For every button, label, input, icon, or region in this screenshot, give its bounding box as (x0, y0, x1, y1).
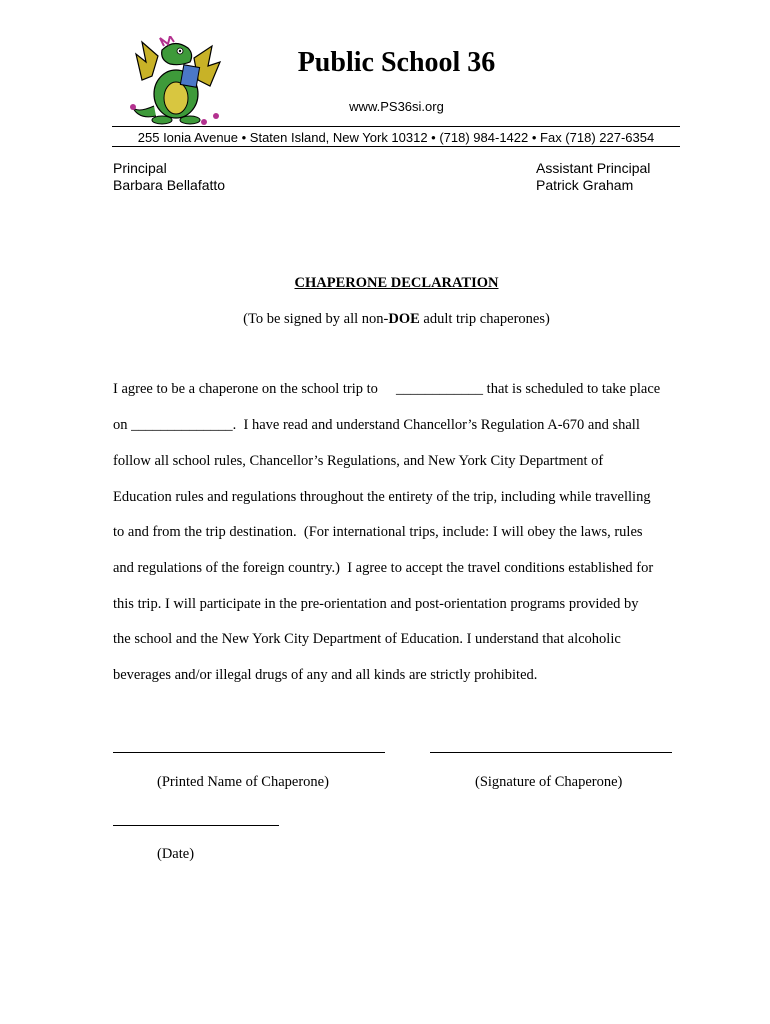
declaration-line-5: to and from the trip destination. (For international trips, include: I will obey the laws, rules (113, 524, 643, 540)
school-website: www.PS36si.org (349, 99, 444, 114)
signature-line[interactable] (430, 752, 672, 753)
declaration-line-2: on ______________. I have read and understand Chancellor’s Regulation A-670 and shall (113, 417, 640, 433)
principal-name: Barbara Bellafatto (113, 177, 226, 193)
declaration-line-3: follow all school rules, Chancellor’s Regulations, and New York City Department of (113, 453, 604, 469)
declaration-line-1: I agree to be a chaperone on the school trip to ____________ that is scheduled to take place (113, 381, 661, 397)
declaration-line-6: and regulations of the foreign country.) I agree to accept the travel conditions established for (113, 560, 654, 576)
header-rule-bottom (112, 146, 680, 147)
school-address: 255 Ionia Avenue • Staten Island, New York 10312 • (718) 984-1422 • Fax (718) 227-6354 (137, 130, 655, 145)
header-rule-top (112, 126, 680, 127)
declaration-line-8: the school and the New York City Department of Education. I understand that alcoholic (113, 631, 621, 647)
date-label: (Date) (157, 846, 195, 862)
printed-name-label: (Printed Name of Chaperone) (157, 774, 329, 790)
subtitle-suffix: adult trip chaperones) (419, 311, 550, 327)
signature-label: (Signature of Chaperone) (475, 774, 623, 790)
assistant-principal-title: Assistant Principal (536, 160, 651, 176)
assistant-principal-name: Patrick Graham (536, 177, 634, 193)
principal-title: Principal (113, 160, 167, 176)
declaration-line-7: this trip. I will participate in the pre-orientation and post-orientation programs provided by (113, 596, 639, 612)
subtitle-doe: DOE (388, 311, 420, 327)
school-name: Public School 36 (297, 47, 496, 78)
printed-name-line[interactable] (113, 752, 385, 753)
document-title: CHAPERONE DECLARATION (294, 275, 499, 291)
declaration-line-4: Education rules and regulations throughout the entirety of the trip, including while travelling (113, 489, 651, 505)
declaration-line-9: beverages and/or illegal drugs of any and all kinds are strictly prohibited. (113, 667, 538, 683)
principal-block (113, 160, 225, 194)
subtitle-prefix: (To be signed by all non- (243, 311, 389, 327)
document-subtitle (0, 311, 770, 328)
date-line[interactable] (113, 825, 279, 826)
assistant-principal-block (536, 160, 650, 194)
